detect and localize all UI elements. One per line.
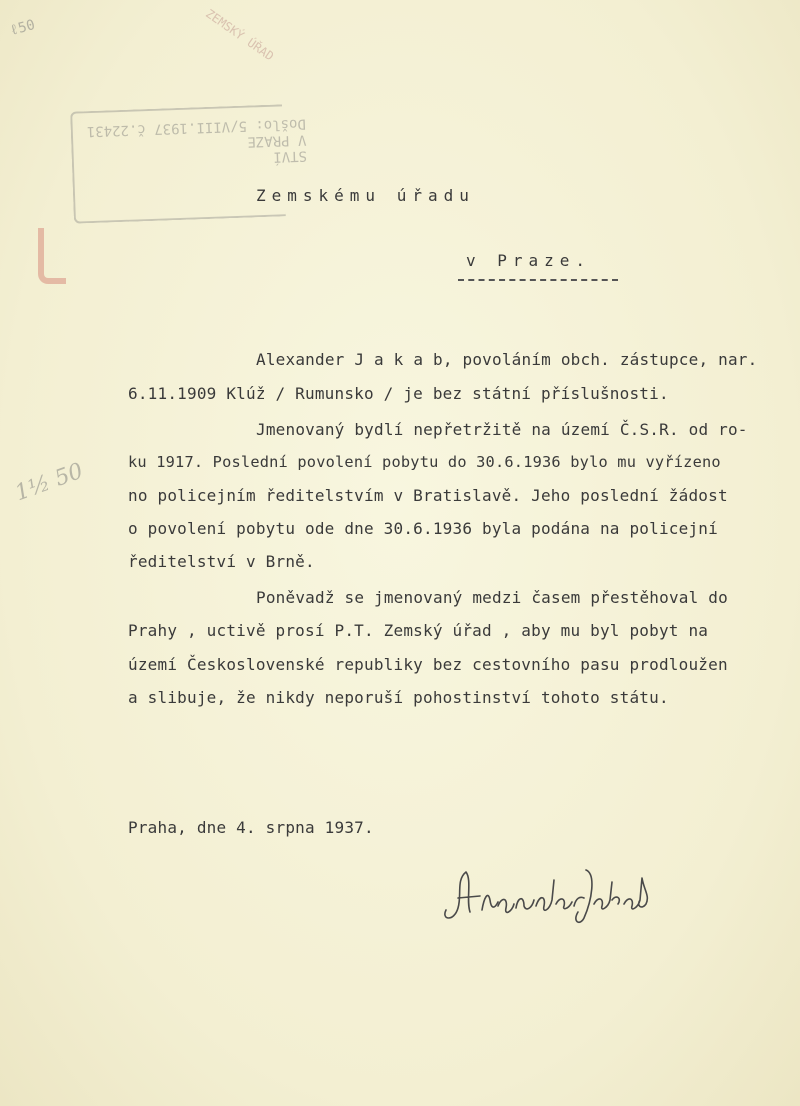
addressee-city: v Praze. (466, 251, 592, 270)
red-pencil-mark (38, 228, 66, 284)
body-line: no policejním ředitelstvím v Bratislavě. Jeho poslední žádost (128, 486, 728, 505)
body-line: Poněvadž se jmenovaný medzi časem přestěhoval do (256, 588, 728, 607)
body-line: 6.11.1909 Klúž / Rumunsko / je bez státní příslušnosti. (128, 384, 669, 403)
corner-pencil-note: ℓ50 (8, 17, 37, 40)
body-line: ku 1917. Poslední povolení pobytu do 30.6.1936 bylo mu vyřízeno (128, 453, 721, 471)
body-line: a slibuje, že nikdy neporuší pohostinství tohoto státu. (128, 688, 669, 707)
body-line: Prahy , uctivě prosí P.T. Zemský úřad , aby mu byl pobyt na (128, 621, 709, 640)
handwritten-signature (436, 860, 671, 930)
body-line: území Československé republiky bez cestovního pasu prodloužen (128, 655, 728, 674)
addressee-underline (458, 279, 618, 281)
stamp-top-text: ZEMSKÝ ÚŘAD (203, 6, 277, 64)
body-line: ředitelství v Brně. (128, 552, 315, 571)
received-stamp-text: STVÍ V PRAZE Došlo: 5/VIII.1937 č.22431 (86, 115, 308, 165)
received-stamp (70, 104, 308, 223)
addressee-office: Zemskému úřadu (256, 186, 475, 205)
body-line: Alexander J a k a b, povoláním obch. zástupce, nar. (256, 350, 758, 369)
body-line: Jmenovaný bydlí nepřetržitě na území Č.S.R. od ro- (256, 420, 748, 439)
margin-pencil-note: 1½ 50 (11, 458, 87, 507)
body-line: o povolení pobytu ode dne 30.6.1936 byla podána na policejní (128, 519, 718, 538)
date-line: Praha, dne 4. srpna 1937. (128, 818, 374, 837)
